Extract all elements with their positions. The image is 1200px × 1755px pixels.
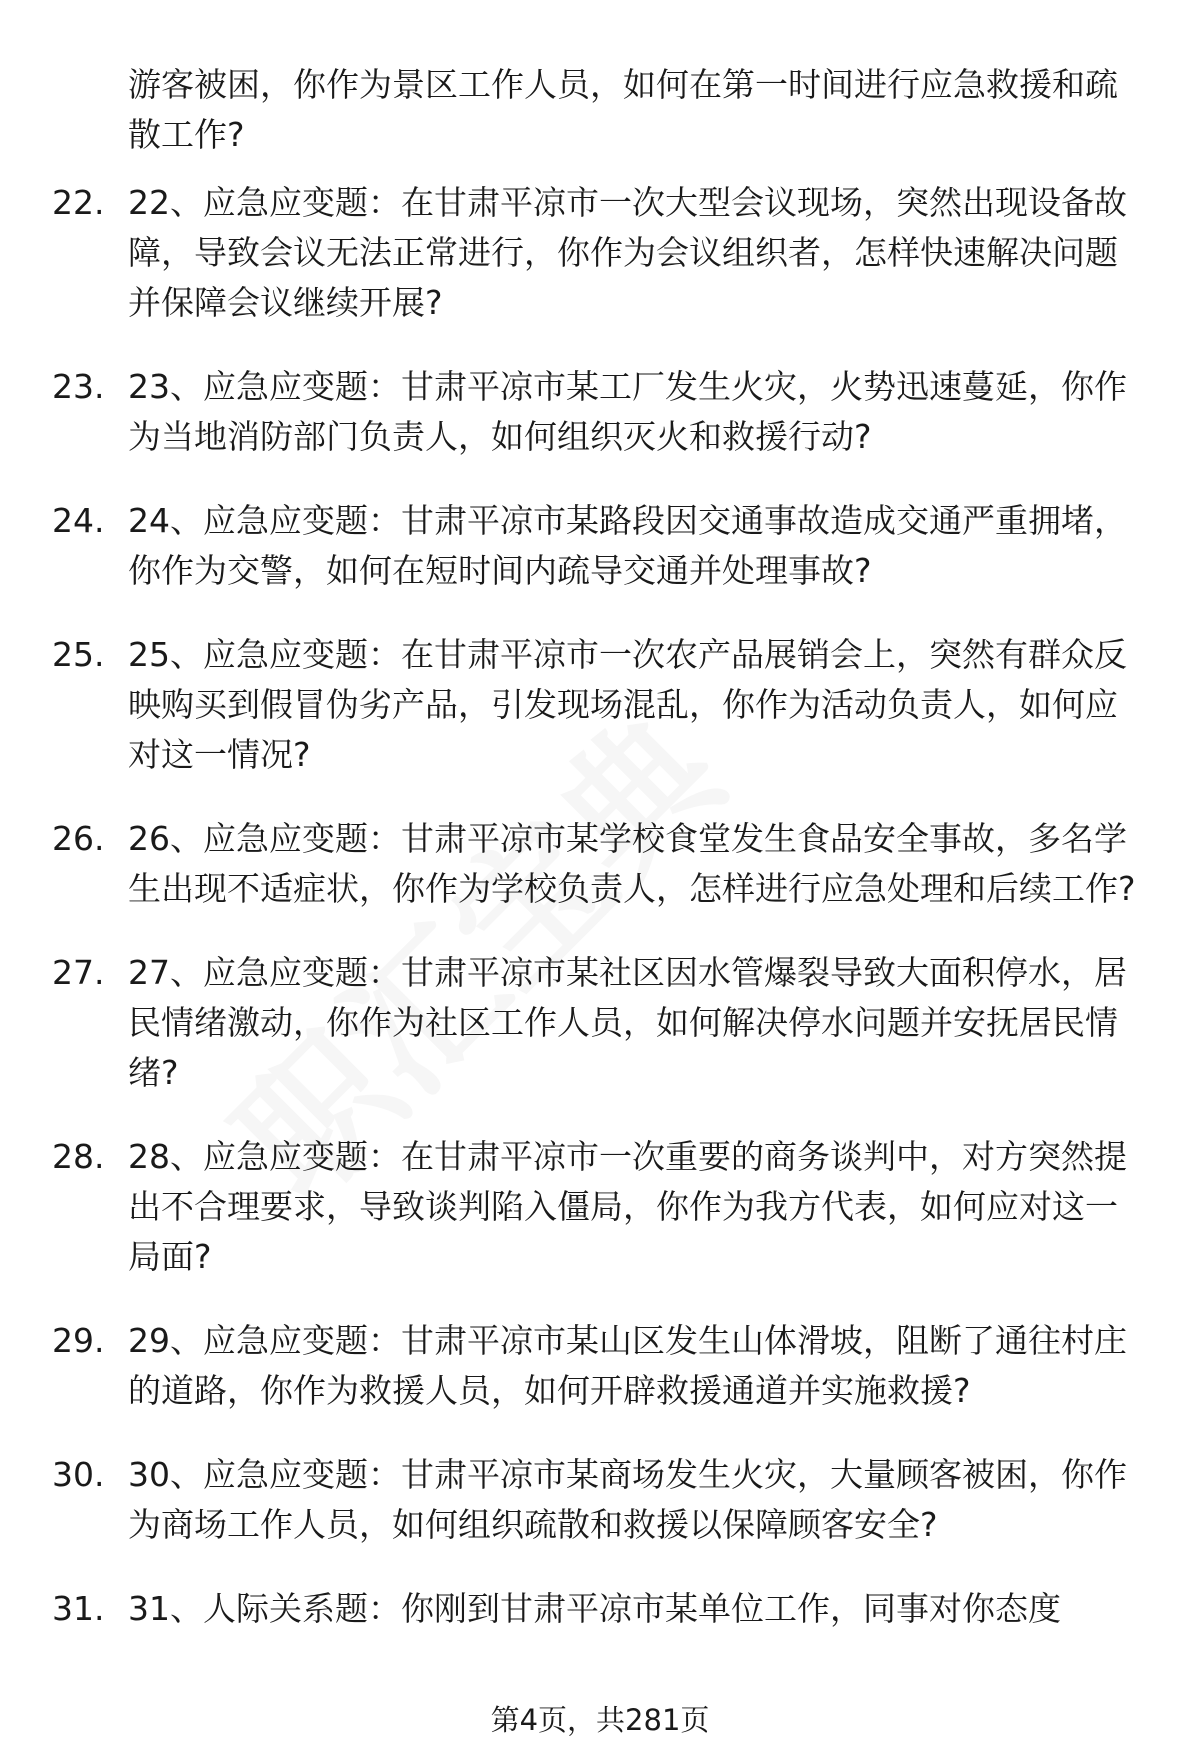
item-text: 27、应急应变题：甘肃平凉市某社区因水管爆裂导致大面积停水，居民情绪激动，你作为社区工作人员，如何解决停水问题并安抚居民情绪? [128,953,1127,1092]
item-text: 28、应急应变题：在甘肃平凉市一次重要的商务谈判中，对方突然提出不合理要求，导致谈判陷入僵局，你作为我方代表，如何应对这一局面? [128,1137,1127,1276]
list-item [0,948,1200,1098]
list-item [0,630,1200,780]
item-number: 25. [52,635,105,674]
list-item [0,814,1200,914]
item-text: 29、应急应变题：甘肃平凉市某山区发生山体滑坡，阻断了通往村庄的道路，你作为救援人员，如何开辟救援通道并实施救援? [128,1321,1127,1410]
item-text: 24、应急应变题：甘肃平凉市某路段因交通事故造成交通严重拥堵，你作为交警，如何在短时间内疏导交通并处理事故? [128,501,1127,590]
item-number: 29. [52,1321,105,1360]
item-number: 26. [52,819,105,858]
item-text: 22、应急应变题：在甘肃平凉市一次大型会议现场，突然出现设备故障，导致会议无法正常进行，你作为会议组织者，怎样快速解决问题并保障会议继续开展? [128,183,1127,322]
item-number: 24. [52,501,105,540]
list-item [0,1316,1200,1416]
item-number: 30. [52,1455,105,1494]
item-number: 28. [52,1137,105,1176]
continuation-text: 游客被困，你作为景区工作人员，如何在第一时间进行应急救援和疏散工作? [128,65,1118,154]
list-item [0,1584,1200,1634]
item-text: 26、应急应变题：甘肃平凉市某学校食堂发生食品安全事故，多名学生出现不适症状，你作为学校负责人，怎样进行应急处理和后续工作? [128,819,1136,908]
list-item [0,178,1200,328]
item-text: 31、人际关系题：你刚到甘肃平凉市某单位工作，同事对你态度 [128,1589,1061,1628]
item-number: 27. [52,953,105,992]
list-item [0,1132,1200,1282]
item-number: 22. [52,183,105,222]
list-item [0,362,1200,462]
item-text: 25、应急应变题：在甘肃平凉市一次农产品展销会上，突然有群众反映购买到假冒伪劣产品，引发现场混乱，你作为活动负责人，如何应对这一情况? [128,635,1127,774]
page-footer: 第4页，共281页 [490,1703,710,1737]
item-text: 30、应急应变题：甘肃平凉市某商场发生火灾，大量顾客被困，你作为商场工作人员，如何组织疏散和救援以保障顾客安全? [128,1455,1127,1544]
list-item [0,496,1200,596]
question-list [0,178,1200,1668]
item-number: 31. [52,1589,105,1628]
list-item [0,1450,1200,1550]
item-number: 23. [52,367,105,406]
item-text: 23、应急应变题：甘肃平凉市某工厂发生火灾，火势迅速蔓延，你作为当地消防部门负责人，如何组织灭火和救援行动? [128,367,1127,456]
